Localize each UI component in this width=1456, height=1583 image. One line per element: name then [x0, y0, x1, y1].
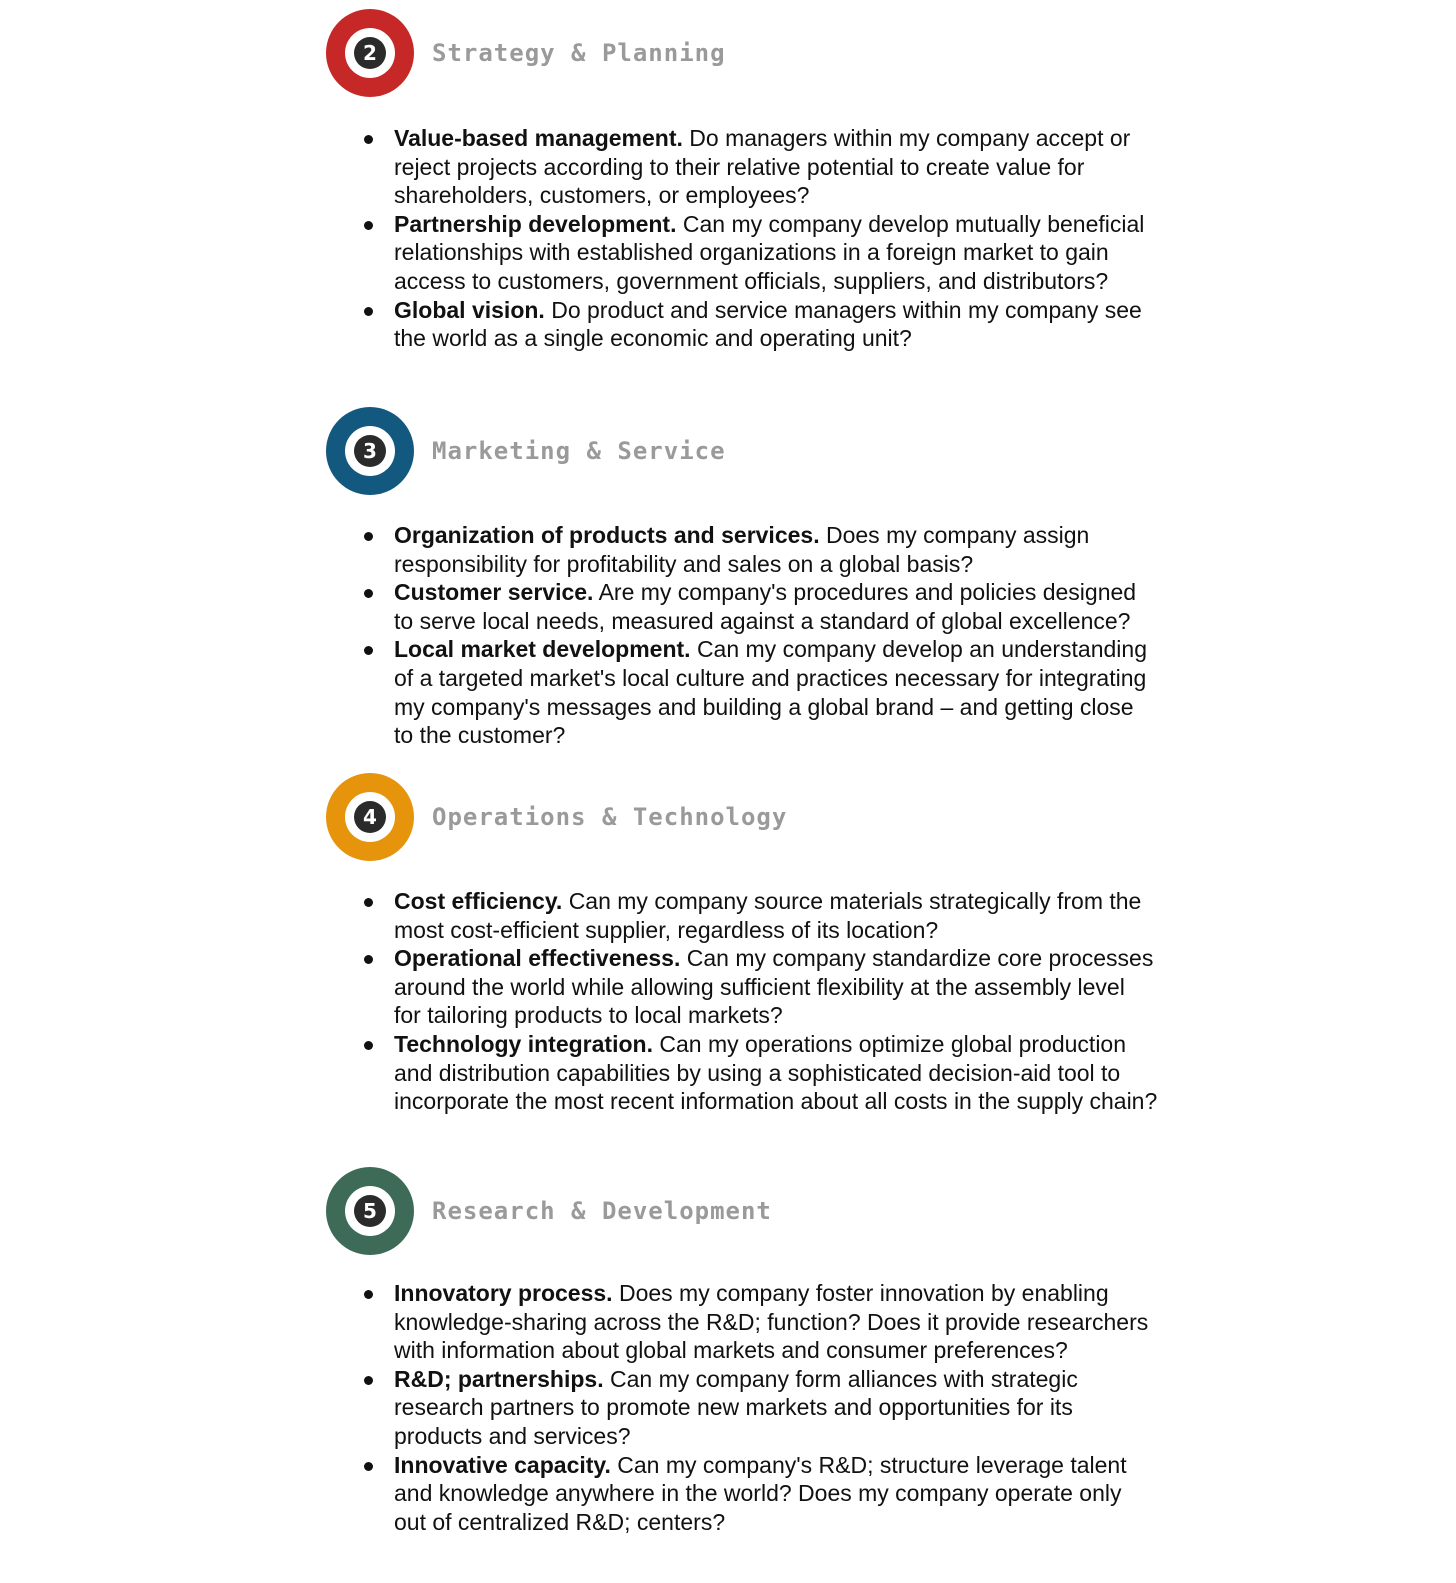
item-text: Can my company form alliances with strategic research partners to promote new markets and opportunities for its products and services? [394, 1365, 1078, 1449]
list-item [358, 296, 1158, 353]
section-number: 2 [354, 37, 386, 69]
bullet-icon [364, 1290, 373, 1299]
item-text: Do managers within my company accept or reject projects according to their relative potential to create value for shareholders, customers, or employees? [394, 125, 1131, 209]
section-number-badge-icon [326, 407, 414, 495]
section-header-operations [326, 772, 787, 862]
item-term: Partnership development. [394, 210, 677, 237]
item-term: R&D; partnerships. [394, 1365, 604, 1392]
section-title: Operations & Technology [432, 803, 788, 831]
list-item [358, 635, 1158, 749]
bullet-icon [364, 646, 373, 655]
section-header-marketing [326, 406, 726, 496]
item-term: Global vision. [394, 296, 545, 323]
item-text: Do product and service managers within my company see the world as a single economic and operating unit? [394, 296, 1142, 352]
list-item [358, 1365, 1158, 1451]
item-term: Customer service. [394, 579, 594, 606]
bullet-icon [364, 532, 373, 541]
item-text: Can my operations optimize global production and distribution capabilities by using a sophisticated decision-aid tool to incorporate the most recent information about all costs in the supply chain? [394, 1030, 1158, 1115]
list-item [358, 521, 1158, 578]
bullet-icon [364, 221, 373, 230]
section-number-badge-icon [326, 1167, 414, 1255]
item-text: Can my company's R&D; structure leverage talent and knowledge anywhere in the world? Does my company operate only out of centralized R&D; centers? [394, 1451, 1127, 1535]
bullet-list [358, 887, 1158, 1116]
item-text: Can my company develop an understanding of a targeted market's local culture and practices necessary for integrating my company's messages and building a global brand – and getting close to the customer? [394, 636, 1147, 749]
bullet-icon [364, 307, 373, 316]
item-term: Organization of products and services. [394, 522, 820, 548]
bullet-list [358, 124, 1158, 353]
item-term: Value-based management. [394, 125, 683, 151]
bullet-icon [364, 898, 373, 907]
bullet-icon [364, 955, 373, 964]
bullet-icon [364, 1041, 373, 1050]
list-item [358, 1451, 1158, 1537]
section-number: 4 [354, 801, 386, 833]
list-item [358, 944, 1158, 1030]
section-number-badge-icon [326, 9, 414, 97]
item-term: Innovative capacity. [394, 1451, 611, 1478]
item-text: Does my company assign responsibility for profitability and sales on a global basis? [394, 522, 1090, 577]
section-number: 5 [354, 1195, 386, 1227]
item-text: Does my company foster innovation by enabling knowledge-sharing across the R&D; function? Does it provide researchers with information about global markets and consumer preferences? [394, 1280, 1149, 1364]
item-term: Innovatory process. [394, 1280, 613, 1306]
item-term: Operational effectiveness. [394, 945, 681, 972]
item-term: Technology integration. [394, 1030, 653, 1057]
item-term: Local market development. [394, 636, 691, 663]
item-text: Can my company standardize core processes around the world while allowing sufficient flexibility at the assembly level for tailoring products to local markets? [394, 945, 1154, 1029]
list-item [358, 578, 1158, 635]
list-item [358, 124, 1158, 210]
bullet-icon [364, 135, 373, 144]
section-number-badge-icon [326, 773, 414, 861]
bullet-icon [364, 1376, 373, 1385]
list-item [358, 1279, 1158, 1365]
section-title: Research & Development [432, 1197, 772, 1225]
section-number: 3 [354, 435, 386, 467]
item-text: Can my company develop mutually beneficial relationships with established organizations in a foreign market to gain access to customers, government officials, suppliers, and distributors? [394, 210, 1145, 294]
list-item [358, 1030, 1158, 1116]
bullet-list [358, 521, 1158, 750]
list-item [358, 210, 1158, 296]
bullet-list [358, 1279, 1158, 1536]
bullet-icon [364, 1462, 373, 1471]
item-text: Are my company's procedures and policies designed to serve local needs, measured against a standard of global excellence? [394, 579, 1137, 634]
bullet-icon [364, 589, 373, 598]
section-header-strategy [326, 8, 726, 98]
section-title: Strategy & Planning [432, 39, 726, 67]
item-text: Can my company source materials strategically from the most cost-efficient supplier, regardless of its location? [394, 888, 1142, 943]
item-term: Cost efficiency. [394, 888, 563, 914]
list-item [358, 887, 1158, 944]
section-title: Marketing & Service [432, 437, 726, 465]
section-header-research [326, 1166, 772, 1256]
